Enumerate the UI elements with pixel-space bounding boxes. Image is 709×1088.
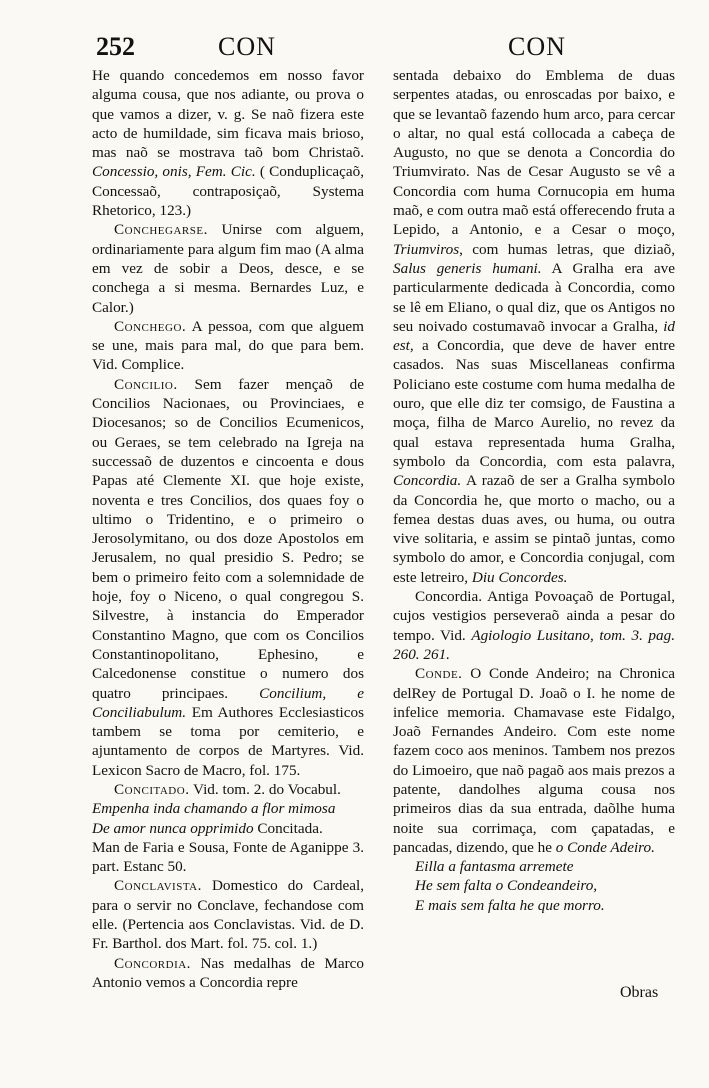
entry-headword: Conchegarse. bbox=[114, 221, 208, 239]
entry-headword: Conclavista. bbox=[114, 877, 202, 895]
running-head-left: CON bbox=[218, 32, 276, 61]
right-column bbox=[393, 66, 675, 915]
entry-headword: Conde. bbox=[415, 665, 463, 683]
entry-conchegarse: Conchegarse. Unirse com alguem, ordinariamente para algum fim mao (A alma em vez de sobir a Deos, desce, e se conchega a si mesma. Bernardes Luz, e Calor.) bbox=[92, 221, 364, 316]
entry-headword: Concitado. bbox=[114, 780, 190, 798]
entry-concordia-povoacao: Concordia. Antiga Povoaçaõ de Portugal, cujos vestigios perseveraõ ainda a pesar do tempo. Vid. Agiologio Lusitano, tom. 3. pag. 260. 261. bbox=[393, 588, 676, 663]
verse-line: Empenha inda chamando a flor mimosa bbox=[92, 800, 336, 818]
verse-line: He sem falta o Condeandeiro, bbox=[415, 877, 598, 895]
entry-conchego: Conchego. A pessoa, com que alguem se une, mais para mal, do que para bem. Vid. Complice. bbox=[92, 317, 364, 374]
entry-concordia: Concordia. Nas medalhas de Marco Antonio vemos a Concordia repre bbox=[92, 954, 364, 991]
citation: Man de Faria e Sousa, Fonte de Aganippe 3. part. Estanc 50. bbox=[92, 838, 364, 876]
entry-concitado: Concitado. Vid. tom. 2. do Vocabul. bbox=[114, 780, 341, 798]
entry-headword: Conchego. bbox=[114, 317, 187, 335]
catchword: Obras bbox=[620, 984, 659, 1001]
verse-line: Eilla a fantasma arremete bbox=[415, 858, 574, 876]
running-head-right: CON bbox=[508, 32, 566, 61]
entry-continuation: sentada debaixo do Emblema de duas serpentes atadas, ou enroscadas por baixo, e que se levantaõ fazendo hum arco, para cercar o altar, no qual está collocada a cabeça de Augusto, no que se denota a Concordia do Triumvirato. Nas de Cesar Augusto se vê a Concordia com huma Cornucopia em huma maõ, e com outra maõ está offerecendo fruta a Lepido, a Antonio, e a Cesar o moço, Triumviros, com humas letras, que diziaõ, Salus generis humani. A Gralha era ave particularmente dedicada à Concordia, como se lê em Eliano, o qual diz, que os Antigos no seu noivado costumavaõ invocar a Gralha, id est, a Concordia, que deve de haver entre casados. Nas suas Miscellaneas confirma Policiano este costume com huma medalha de ouro, que elle diz ter comsigo, de Faustina a moça, filha de Marco Aurelio, no revez da qual estava representada huma Gralha, symbolo da Concordia, com esta palavra, Concordia. A razaõ de ser a Gralha symbolo da Concordia he, que morto o macho, ou a femea destas duas aves, ou huma, ou outra vive solitaria, e assim se pintaõ juntas, como symbolo do amor, e Concordia conjugal, com este letreiro, Diu Concordes. bbox=[393, 67, 676, 586]
entry-conclavista: Conclavista. Domestico do Cardeal, para o servir no Conclave, fechandose com elle. (Pertencia aos Conclavistas. Vid. de D. Fr. Barthol. dos Mart. fol. 75. col. 1.) bbox=[92, 877, 364, 953]
verse-line: E mais sem falta he que morro. bbox=[415, 896, 605, 914]
entry-concilio: Concilio. Sem fazer mençaõ de Concilios Nacionaes, ou Provinciaes, e Diocesanos; so de Concilios Ecumenicos, ou Geraes, se tem celebrado na Igreja na successaõ de duzentos e cincoenta e dous Papas até Clemente XI. que hoje existe, noventa e tres Concilios, dos quaes foy o ultimo o Tridentino, e o primeiro o Jerosolymitano, ou dos doze Apostolos em Jerusalem, no qual presidio S. Pedro; se bem o primeiro feito com a solemnidade de hoje, foy o Niceno, o qual congregou S. Silvestre, à instancia do Emperador Constantino Magno, que com os Concilios Constantinopolitano, Ephesino, e Calcedonense constitue o numero dos quatro principaes. Concilium, e Conciliabulum. Em Authores Ecclesiasticos tambem se toma por cemiterio, e ajuntamento de corpos de Martyres. Vid. Lexicon Sacro de Macro, fol. 175. bbox=[92, 375, 364, 779]
page-number: 252 bbox=[96, 32, 135, 61]
left-column bbox=[92, 66, 364, 992]
entry-headword: Concilio. bbox=[114, 375, 178, 393]
entry-conde: Conde. O Conde Andeiro; na Chronica delRey de Portugal D. Joaõ o I. he nome de infelice memoria. Chamavase este Fidalgo, Joaõ Fernandes Andeiro. Com este nome fazem coco aos meninos. Tambem nos prezos do Limoeiro, que naõ pagaõ aos mais prezos a patente, dandolhes alguma cousa nos primeiros dias da sua entrada, daõlhe huma noite sua corrimaça, com çapatadas, e pancadas, dizendo, que he o Conde Adeiro. bbox=[393, 665, 675, 856]
verse-line: De amor nunca opprimido Concitada. bbox=[92, 819, 323, 837]
entry-headword: Concordia. bbox=[415, 588, 483, 606]
entry-headword: Concordia. bbox=[114, 954, 191, 972]
entry-continuation: He quando concedemos em nosso favor alguma cousa, que nos adiante, ou prova o que vamos a dizer, v. g. Se naõ fizera este acto de humildade, sim ficava mais brioso, mas naõ se mostrava taõ bom Christaõ. Concessio, onis, Fem. Cic. ( Conduplicaçaõ, Concessaõ, contraposiçaõ, Systema Rhetorico, 123.) bbox=[92, 67, 365, 220]
